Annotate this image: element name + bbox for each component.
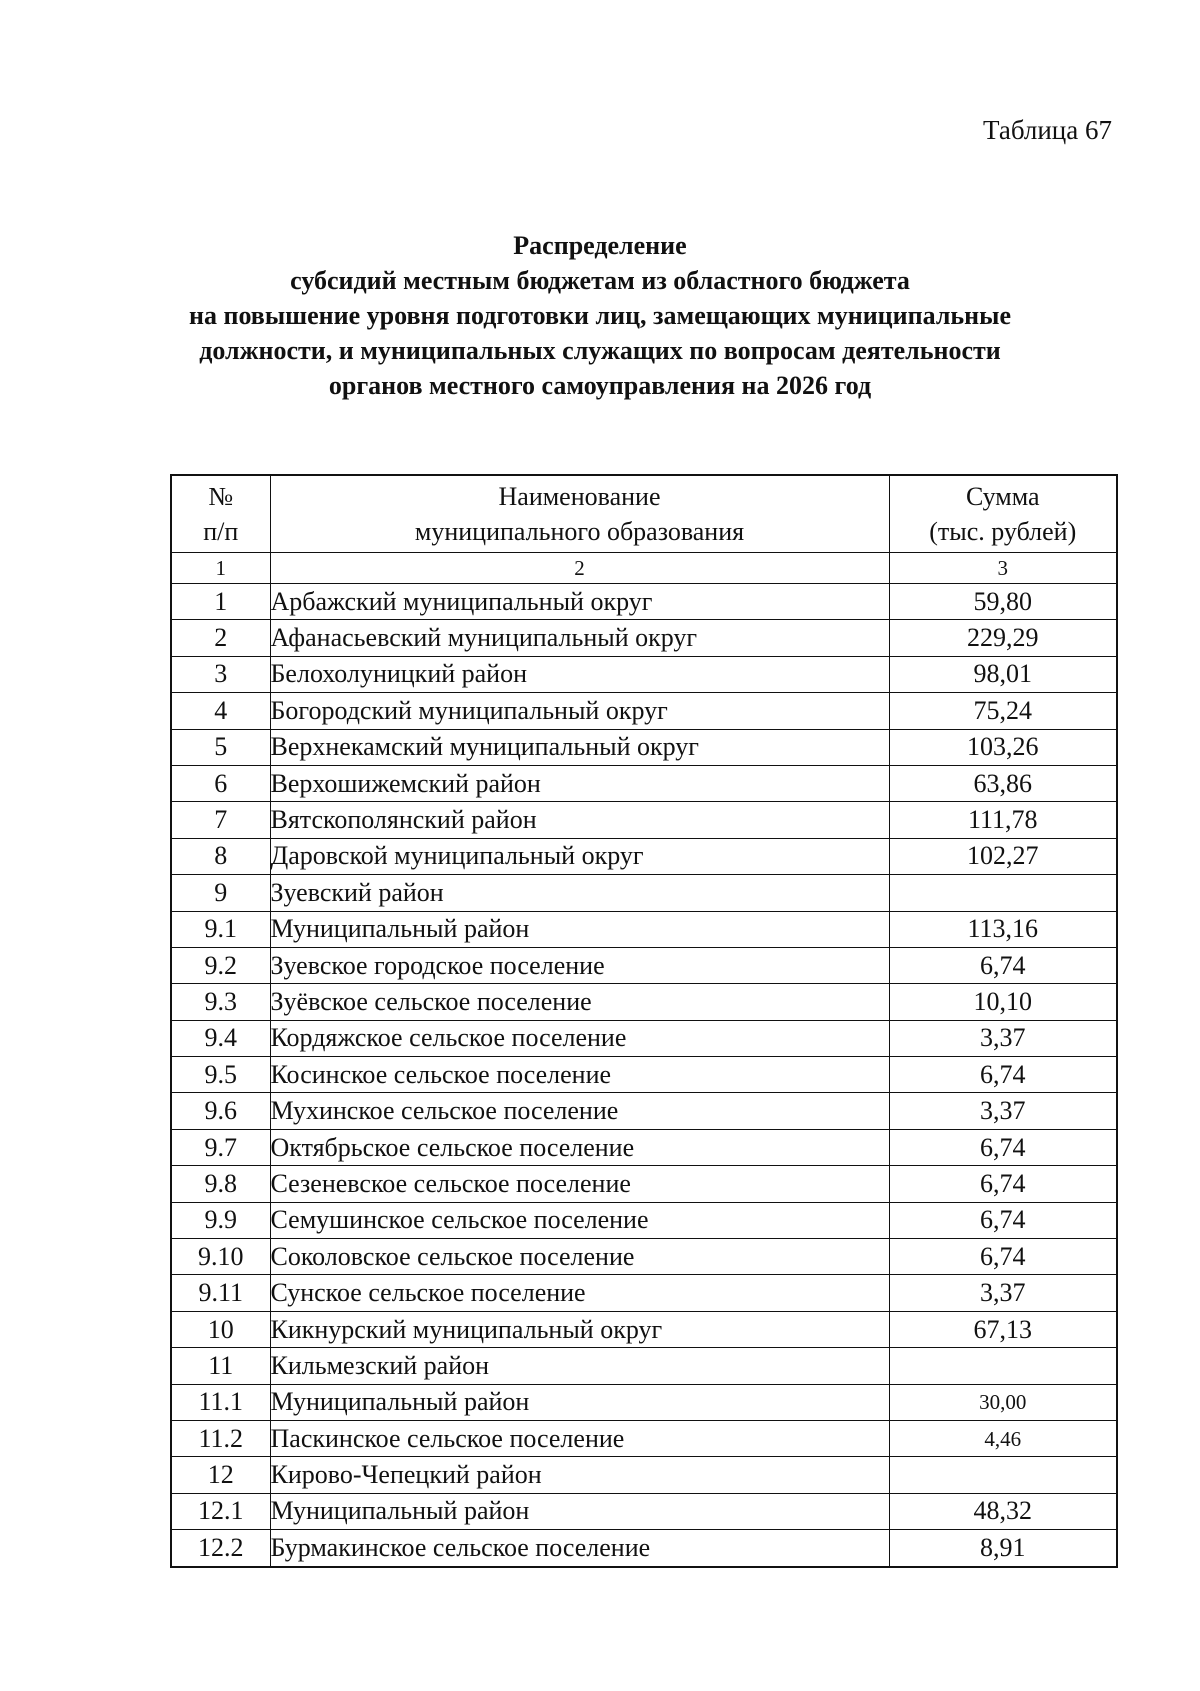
row-number: 9.9	[171, 1202, 270, 1238]
row-number: 12.1	[171, 1493, 270, 1529]
row-number: 9.10	[171, 1239, 270, 1275]
column-index: 3	[889, 553, 1117, 584]
row-sum: 3,37	[889, 1275, 1117, 1311]
row-number: 10	[171, 1311, 270, 1347]
row-sum	[889, 875, 1117, 911]
row-number: 9.6	[171, 1093, 270, 1129]
row-number: 6	[171, 765, 270, 801]
row-name: Кирово-Чепецкий район	[270, 1457, 889, 1493]
column-index: 2	[270, 553, 889, 584]
row-sum: 6,74	[889, 1129, 1117, 1165]
table-row	[171, 1530, 1117, 1567]
row-number: 3	[171, 656, 270, 692]
table-row	[171, 984, 1117, 1020]
row-number: 9.1	[171, 911, 270, 947]
row-sum: 75,24	[889, 693, 1117, 729]
row-number: 5	[171, 729, 270, 765]
table-row	[171, 1384, 1117, 1420]
row-sum: 229,29	[889, 620, 1117, 656]
row-name: Муниципальный район	[270, 911, 889, 947]
row-name: Даровской муниципальный округ	[270, 838, 889, 874]
row-name: Мухинское сельское поселение	[270, 1093, 889, 1129]
row-number: 8	[171, 838, 270, 874]
row-number: 9.7	[171, 1129, 270, 1165]
table-row	[171, 1311, 1117, 1347]
row-sum: 6,74	[889, 947, 1117, 983]
row-sum: 30,00	[889, 1384, 1117, 1420]
row-name: Верхошижемский район	[270, 765, 889, 801]
title-line: Распределение	[513, 231, 687, 260]
row-name: Арбажский муниципальный округ	[270, 584, 889, 620]
table-row	[171, 765, 1117, 801]
table-row	[171, 1275, 1117, 1311]
table-row	[171, 911, 1117, 947]
table-row	[171, 947, 1117, 983]
table-header-row	[171, 475, 1117, 553]
table-row	[171, 620, 1117, 656]
row-sum: 98,01	[889, 656, 1117, 692]
row-name: Кикнурский муниципальный округ	[270, 1311, 889, 1347]
table-row	[171, 693, 1117, 729]
title-line: субсидий местным бюджетам из областного бюджета	[290, 266, 910, 295]
row-name: Афанасьевский муниципальный округ	[270, 620, 889, 656]
table-row	[171, 838, 1117, 874]
row-name: Кордяжское сельское поселение	[270, 1020, 889, 1056]
row-sum: 113,16	[889, 911, 1117, 947]
row-sum: 6,74	[889, 1202, 1117, 1238]
table-row	[171, 1057, 1117, 1093]
row-sum: 4,46	[889, 1420, 1117, 1456]
row-sum: 10,10	[889, 984, 1117, 1020]
row-number: 9.5	[171, 1057, 270, 1093]
row-name: Белохолуницкий район	[270, 656, 889, 692]
table-row	[171, 1239, 1117, 1275]
row-number: 9.4	[171, 1020, 270, 1056]
table-row	[171, 802, 1117, 838]
table-row	[171, 1202, 1117, 1238]
row-name: Семушинское сельское поселение	[270, 1202, 889, 1238]
table-row	[171, 1129, 1117, 1165]
table-row	[171, 656, 1117, 692]
row-number: 11.2	[171, 1420, 270, 1456]
row-sum: 67,13	[889, 1311, 1117, 1347]
row-name: Вятскополянский район	[270, 802, 889, 838]
row-number: 4	[171, 693, 270, 729]
row-sum: 6,74	[889, 1057, 1117, 1093]
row-name: Зуевский район	[270, 875, 889, 911]
row-sum: 3,37	[889, 1020, 1117, 1056]
table-row	[171, 1493, 1117, 1529]
header-name: Наименование муниципального образования	[270, 475, 889, 553]
row-sum: 111,78	[889, 802, 1117, 838]
row-name: Соколовское сельское поселение	[270, 1239, 889, 1275]
row-sum: 3,37	[889, 1093, 1117, 1129]
table-number: Таблица 67	[983, 115, 1112, 145]
row-number: 9	[171, 875, 270, 911]
row-number: 11	[171, 1348, 270, 1384]
distribution-table	[170, 474, 1118, 1568]
table-row	[171, 1093, 1117, 1129]
row-name: Зуёвское сельское поселение	[270, 984, 889, 1020]
title-line: на повышение уровня подготовки лиц, замещающих муниципальные	[188, 301, 1012, 330]
row-number: 9.2	[171, 947, 270, 983]
table-row	[171, 1348, 1117, 1384]
row-sum: 8,91	[889, 1530, 1117, 1567]
table-body	[171, 584, 1117, 1567]
row-sum: 6,74	[889, 1239, 1117, 1275]
title-line: должности, и муниципальных служащих по вопросам деятельности	[199, 336, 1001, 365]
header-number: № п/п	[171, 475, 270, 553]
table-row	[171, 1457, 1117, 1493]
column-index: 1	[171, 553, 270, 584]
row-sum	[889, 1457, 1117, 1493]
row-sum: 48,32	[889, 1493, 1117, 1529]
document-title	[150, 228, 1050, 403]
table-row	[171, 1166, 1117, 1202]
row-name: Сезеневское сельское поселение	[270, 1166, 889, 1202]
table-row	[171, 875, 1117, 911]
row-sum: 59,80	[889, 584, 1117, 620]
row-sum: 102,27	[889, 838, 1117, 874]
row-number: 9.11	[171, 1275, 270, 1311]
row-number: 2	[171, 620, 270, 656]
row-number: 12	[171, 1457, 270, 1493]
row-name: Богородский муниципальный округ	[270, 693, 889, 729]
row-name: Паскинское сельское поселение	[270, 1420, 889, 1456]
row-name: Верхнекамский муниципальный округ	[270, 729, 889, 765]
row-name: Бурмакинское сельское поселение	[270, 1530, 889, 1567]
row-number: 1	[171, 584, 270, 620]
row-name: Зуевское городское поселение	[270, 947, 889, 983]
row-number: 11.1	[171, 1384, 270, 1420]
row-number: 9.3	[171, 984, 270, 1020]
row-name: Муниципальный район	[270, 1493, 889, 1529]
row-sum: 63,86	[889, 765, 1117, 801]
row-name: Сунское сельское поселение	[270, 1275, 889, 1311]
row-name: Кильмезский район	[270, 1348, 889, 1384]
row-number: 7	[171, 802, 270, 838]
row-sum	[889, 1348, 1117, 1384]
header-sum: Сумма (тыс. рублей)	[889, 475, 1117, 553]
row-sum: 6,74	[889, 1166, 1117, 1202]
row-number: 9.8	[171, 1166, 270, 1202]
table-row	[171, 1020, 1117, 1056]
title-line: органов местного самоуправления на 2026 год	[328, 371, 872, 400]
table-row	[171, 584, 1117, 620]
row-sum: 103,26	[889, 729, 1117, 765]
row-number: 12.2	[171, 1530, 270, 1567]
row-name: Косинское сельское поселение	[270, 1057, 889, 1093]
table-row	[171, 729, 1117, 765]
table-row	[171, 1420, 1117, 1456]
column-index-row	[171, 553, 1117, 584]
row-name: Муниципальный район	[270, 1384, 889, 1420]
row-name: Октябрьское сельское поселение	[270, 1129, 889, 1165]
